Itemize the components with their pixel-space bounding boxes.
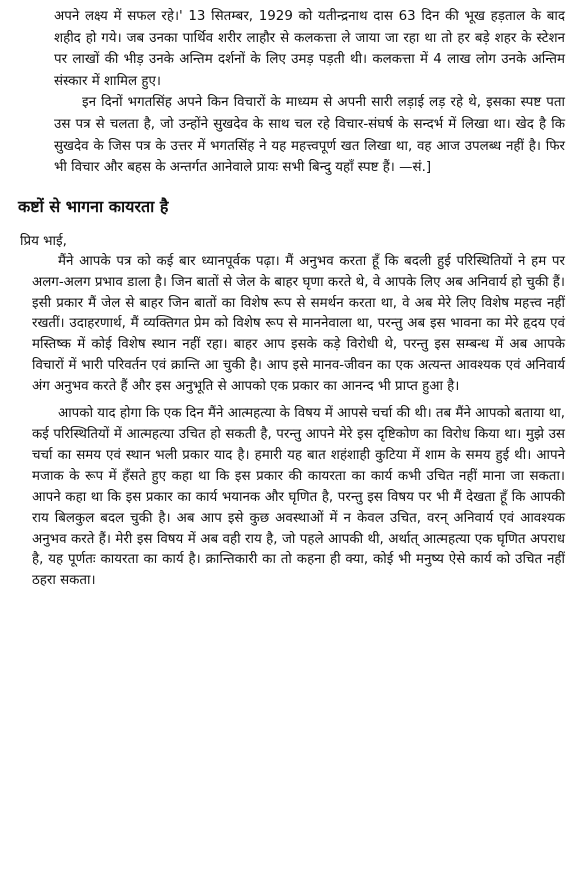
letter-paragraph: मैंने आपके पत्र को कई बार ध्यानपूर्वक पढ़ा। मैं अनुभव करता हूँ कि बदली हुई परिस्थितियों ने हम पर अलग-अलग प्रभाव डाला है। जिन बातों से जेल के बाहर घृणा करते थे, वे आपके लिए अब अनिवार्य हो चुकी हैं। इसी प्रकार मैं जेल से बाहर जिन बातों का विशेष रूप से समर्थन करता था, वे अब मेरे लिए विशेष महत्त्व नहीं रखतीं। उदाहरणार्थ, मैं व्यक्तिगत प्रेम को विशेष रूप से माननेवाला था, परन्तु अब इस भावना का मेरे हृदय एवं मस्तिष्क में कोई विशेष स्थान नहीं रहा। बाहर आप इसके कड़े विरोधी थे, परन्तु इस सम्बन्ध में अब आपके विचारों में भारी परिवर्तन एवं क्रान्ति आ चुकी है। आप इसे मानव-जीवन का एक अत्यन्त आवश्यक एवं अनिवार्य अंग अनुभव करते हैं और इस अनुभूति से आपको एक प्रकार का आनन्द भी प्राप्त हुआ है।	[32, 253, 565, 395]
letter-paragraph: आपको याद होगा कि एक दिन मैंने आत्महत्या के विषय में आपसे चर्चा की थी। तब मैंने आपको बताया था, कई परिस्थितियों में आत्महत्या उचित हो सकती है, परन्तु आपने मेरे इस दृष्टिकोण का विरोध किया था। मुझे उस चर्चा का समय एवं स्थान भली प्रकार याद है। हमारी यह बात शहंशाही कुटिया में शाम के समय हुई थी। आपने मजाक के रूप में हँसते हुए कहा था कि इस प्रकार की कायरता का कार्य कभी उचित नहीं माना जा सकता। आपने कहा था कि इस प्रकार का कार्य भयानक और घृणित है, परन्तु इस विषय पर भी मैं देखता हूँ कि आपकी राय बिलकुल बदल चुकी है। अब आप इसे कुछ अवस्थाओं में न केवल उचित, वरन् अनिवार्य एवं आवश्यक अनुभव करते हैं। मेरी इस विषय में अब वही राय है, जो पहले आपकी थी, अर्थात् आत्महत्या एक घृणित अपराध है, यह पूर्णतः कायरता का कार्य है। क्रान्तिकारी का तो कहना ही क्या, कोई भी मनुष्य ऐसे कार्य को उचित नहीं ठहरा सकता।	[32, 406, 565, 589]
editorial-intro	[32, 6, 565, 179]
intro-paragraph: अपने लक्ष्य में सफल रहे।' 13 सितम्बर, 1929 को यतीन्द्रनाथ दास 63 दिन की भूख हड़ताल के बाद शहीद हो गये। जब उनका पार्थिव शरीर लाहौर से कलकत्ता ले जाया जा रहा था तो हर बड़े शहर के स्टेशन पर लाखों की भीड़ उनके अन्तिम दर्शनों के लिए उमड़ पड़ती थी। कलकत्ता में 4 लाख लोग उनके अन्तिम संस्कार में शामिल हुए।	[54, 9, 565, 89]
letter-body	[32, 252, 565, 593]
intro-paragraph: इन दिनों भगतसिंह अपने किन विचारों के माध्यम से अपनी सारी लड़ाई लड़ रहे थे, इसका स्पष्ट पता उस पत्र से चलता है, जो उन्होंने सुखदेव के साथ चल रहे विचार-संघर्ष के सन्दर्भ में लिखा था। खेद है कि सुखदेव के जिस पत्र के उत्तर में भगतसिंह ने यह महत्त्वपूर्ण खत लिखा था, वह आज उपलब्ध नहीं है। फिर भी विचार और बहस के अन्तर्गत आनेवाले प्रायः सभी बिन्दु यहाँ स्पष्ट हैं। —सं.]	[54, 95, 565, 176]
section-heading: कष्टों से भागना कायरता है	[18, 196, 169, 216]
letter-salutation: प्रिय भाई,	[20, 233, 67, 249]
